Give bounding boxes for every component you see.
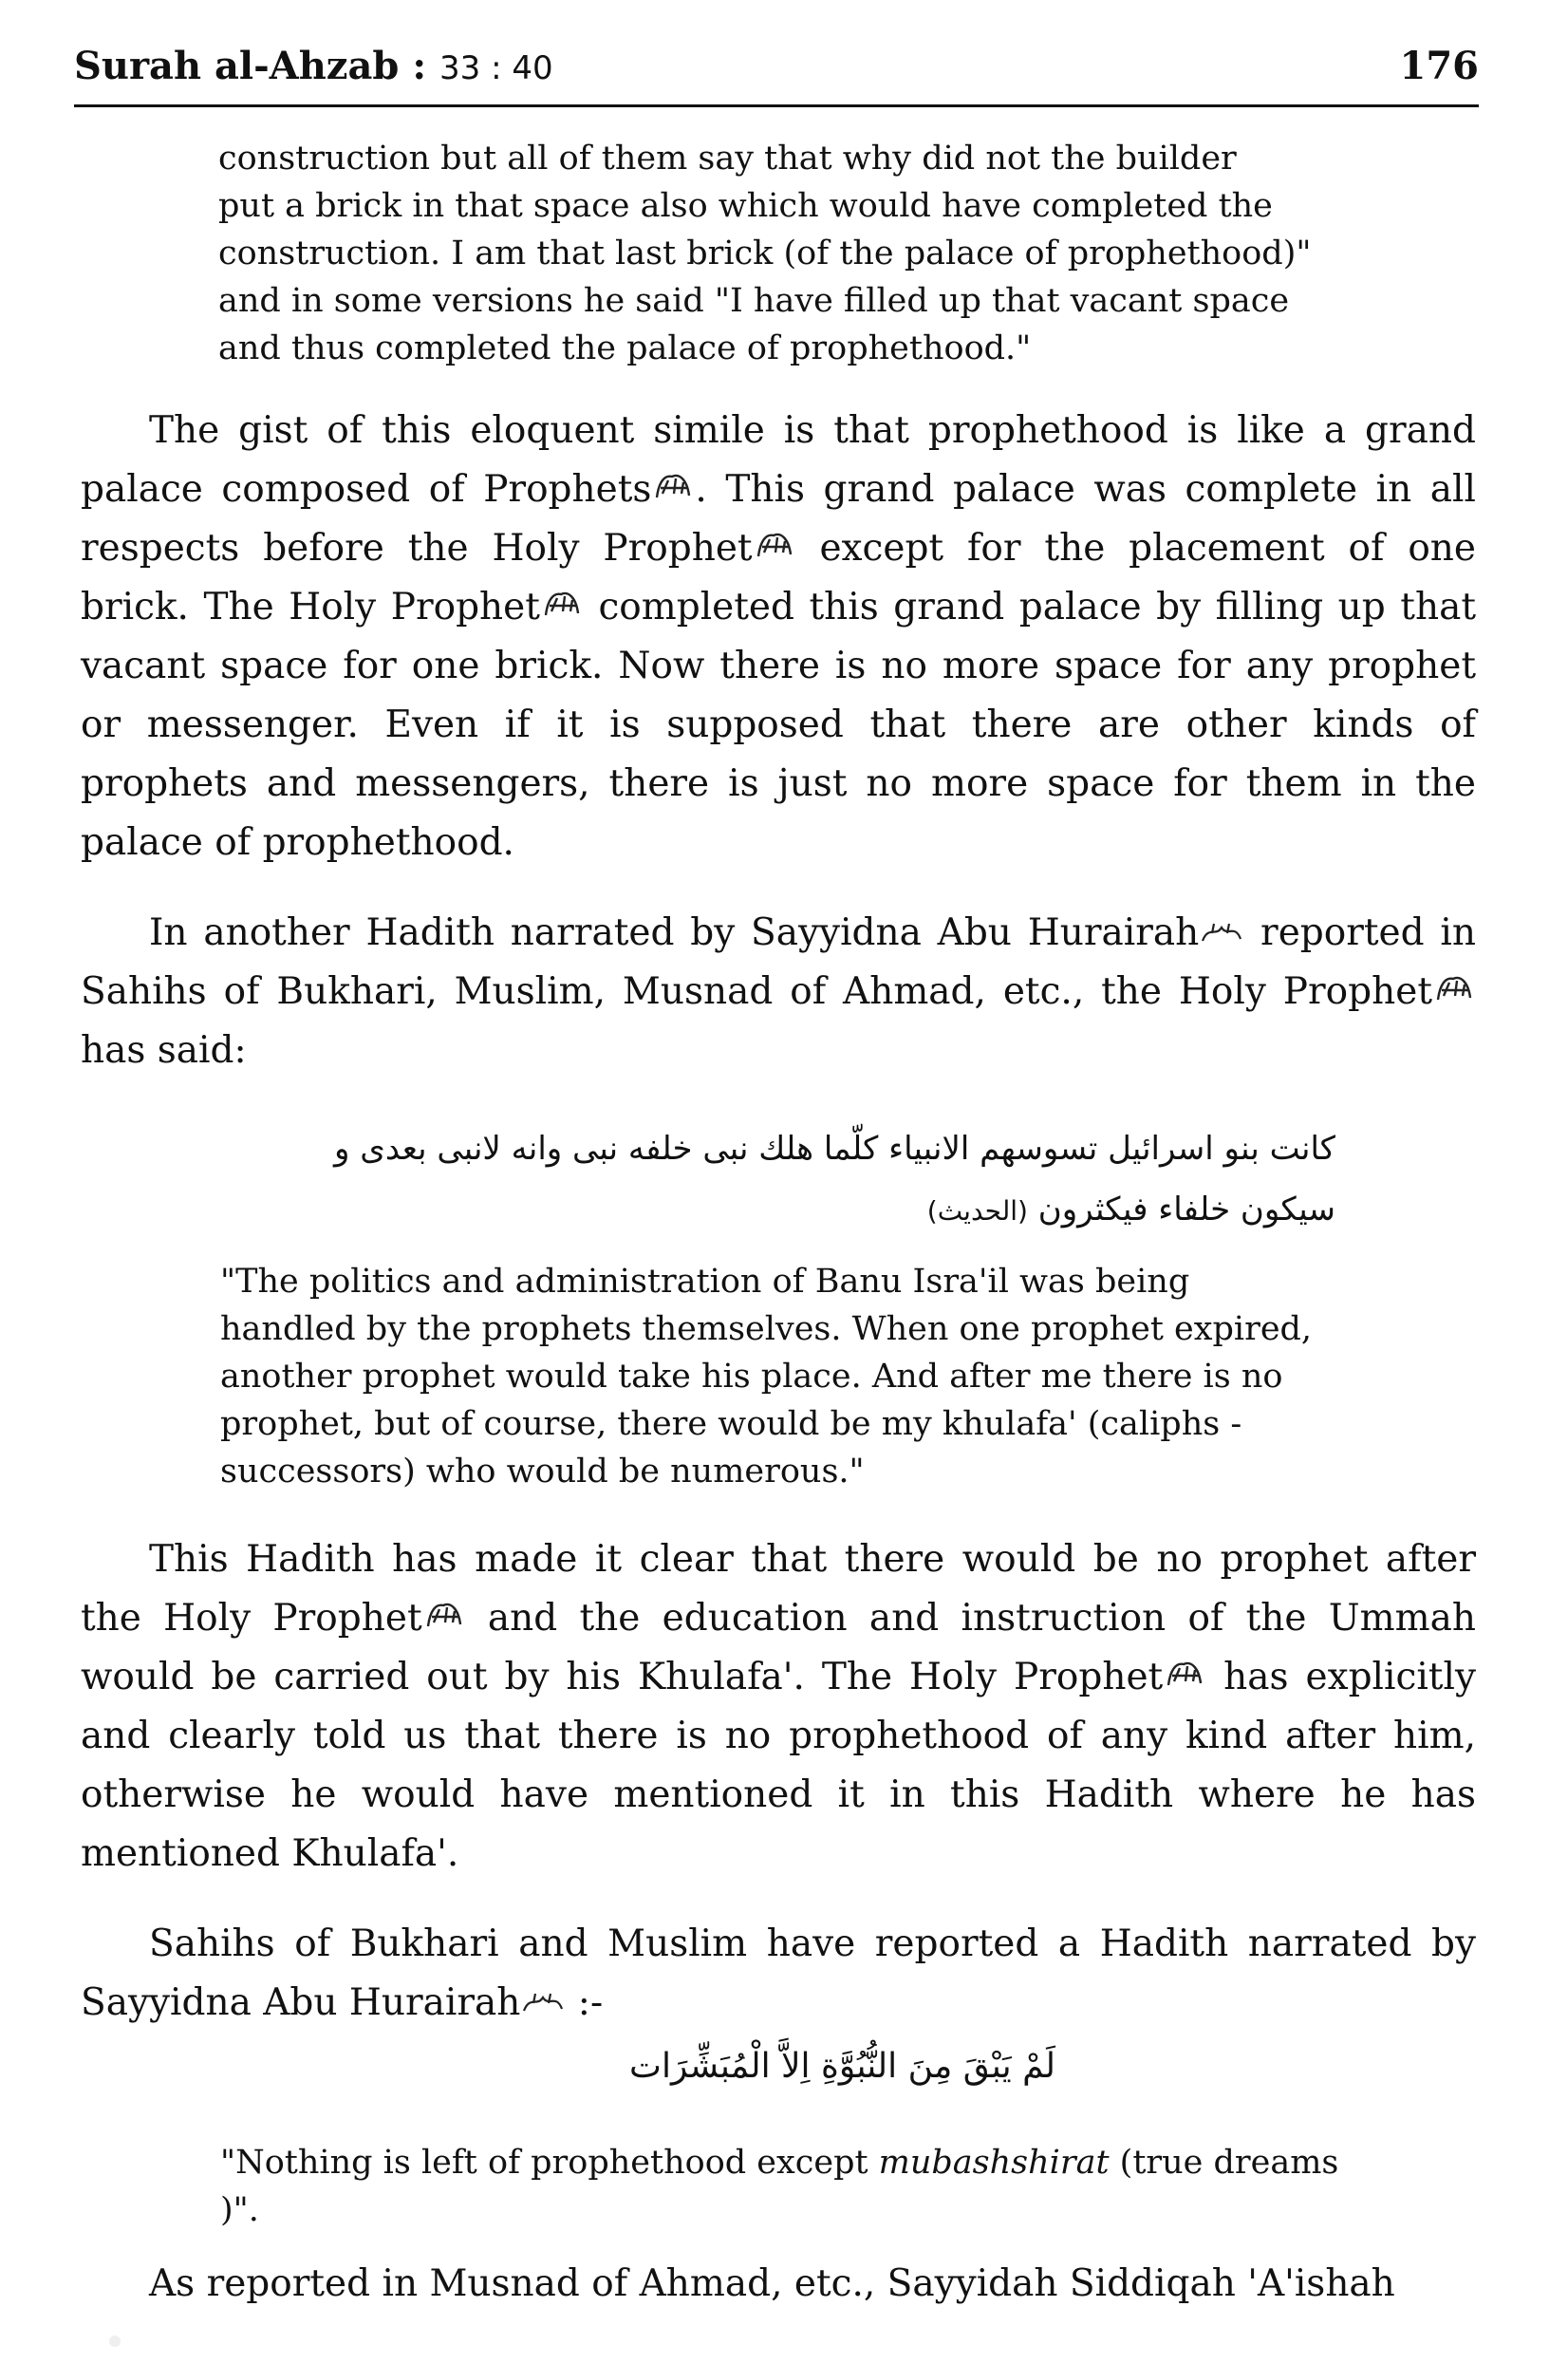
salutation-glyph-icon — [753, 528, 796, 562]
para-text: The gist of this eloquent simile is that prophethood is like a grand palace composed of Prophets — [81, 409, 1476, 511]
arabic-hadith-text — [296, 2036, 1055, 2097]
arabic-line-text: سيكون خلفاء فيكثرون — [1037, 1191, 1335, 1228]
emphasized-term: mubashshirat — [878, 2144, 1110, 2182]
paragraph-hadith-intro — [81, 904, 1476, 1080]
quote-line: construction. I am that last brick (of the palace of prophethood)" — [218, 234, 1312, 272]
arabic-line — [215, 1179, 1335, 1242]
para-text: This Hadith has made it clear that there would be no prophet after the Holy Prophet — [81, 1538, 1476, 1640]
arabic-hadith-text — [215, 1118, 1335, 1242]
running-header — [74, 38, 1479, 106]
para-text: :- — [566, 1981, 604, 2024]
header-rule — [74, 104, 1479, 107]
salutation-glyph-icon — [540, 587, 584, 621]
quote-line: and thus completed the palace of prophethood." — [218, 329, 1032, 367]
quote-line: handled by the prophets themselves. When one prophet expired, — [220, 1310, 1313, 1348]
verse-reference: 33 : 40 — [439, 49, 553, 87]
paragraph-aishah — [81, 2255, 1476, 2314]
para-text: has said: — [81, 1029, 247, 1072]
para-text: . This grand palace was complete in all respects before the Holy Prophet — [81, 468, 1476, 570]
arabic-line: لَمْ يَبْقَ مِنَ النُّبُوَّةِ اِلاَّ الْمُبَشِّرَات — [629, 2047, 1055, 2086]
para-text: and the education and instruction of the Ummah would be carried out by his Khulafa'. The Holy Prophet — [81, 1597, 1476, 1698]
paragraph-bukhari-muslim — [81, 1915, 1476, 2033]
quote-line: and in some versions he said "I have filled up that vacant space — [218, 282, 1290, 320]
quote-continuation — [218, 135, 1338, 372]
paragraph-khulafa — [81, 1530, 1476, 1884]
para-text: completed this grand palace by filling up that vacant space for one brick. Now there is no more space for any prophet or messenger. Even if it is supposed that there are other kinds of prophets and messengers, there is just no more space for them in the palace of prophethood. — [81, 586, 1476, 864]
para-text: Sahihs of Bukhari and Muslim have reported a Hadith narrated by Sayyidna Abu Hurairah — [81, 1922, 1476, 2024]
quote-line: successors) who would be numerous." — [220, 1453, 865, 1491]
radiyallahu-glyph-icon — [520, 1988, 566, 2016]
quote-text: (true dreams )". — [220, 2144, 1339, 2229]
radiyallahu-glyph-icon — [1199, 918, 1244, 947]
quote-line: put a brick in that space also which would have completed the — [218, 187, 1273, 225]
salutation-glyph-icon — [651, 469, 695, 503]
arabic-note: (الحديث) — [926, 1195, 1028, 1227]
quote-text: "Nothing is left of prophethood except — [220, 2144, 879, 2182]
salutation-glyph-icon — [1163, 1657, 1206, 1691]
para-text: except for the placement of one brick. The Holy Prophet — [81, 527, 1476, 628]
mubashshirat-translation — [220, 2139, 1340, 2234]
para-text: reported in Sahihs of Bukhari, Muslim, Musnad of Ahmad, etc., the Holy Prophet — [81, 911, 1476, 1013]
hadith-translation — [220, 1258, 1340, 1495]
page-number: 176 — [1399, 44, 1479, 88]
salutation-glyph-icon — [1432, 971, 1476, 1005]
quote-line: prophet, but of course, there would be my khulafa' (caliphs - — [220, 1405, 1242, 1443]
para-text: As reported in Musnad of Ahmad, etc., Sayyidah Siddiqah 'A'ishah — [149, 2262, 1395, 2305]
para-text: In another Hadith narrated by Sayyidna Abu Hurairah — [149, 911, 1200, 954]
quote-line: "The politics and administration of Banu Isra'il was being — [220, 1263, 1190, 1301]
paragraph-simile — [81, 402, 1476, 872]
quote-line: another prophet would take his place. And after me there is no — [220, 1358, 1283, 1396]
para-text: has explicitly and clearly told us that there is no prophethood of any kind after him, otherwise he would have mentioned it in this Hadith where he has mentioned Khulafa'. — [81, 1656, 1476, 1875]
quote-line: construction but all of them say that why did not the builder — [218, 140, 1237, 178]
scan-speck — [104, 2331, 125, 2352]
arabic-line: كانت بنو اسرائيل تسوسهم الانبياء كلّما هلك نبى خلفه نبى وانه لانبى بعدى و — [334, 1130, 1335, 1168]
chapter-title — [74, 44, 553, 88]
surah-name: Surah al-Ahzab : — [74, 44, 427, 88]
salutation-glyph-icon — [422, 1598, 466, 1632]
